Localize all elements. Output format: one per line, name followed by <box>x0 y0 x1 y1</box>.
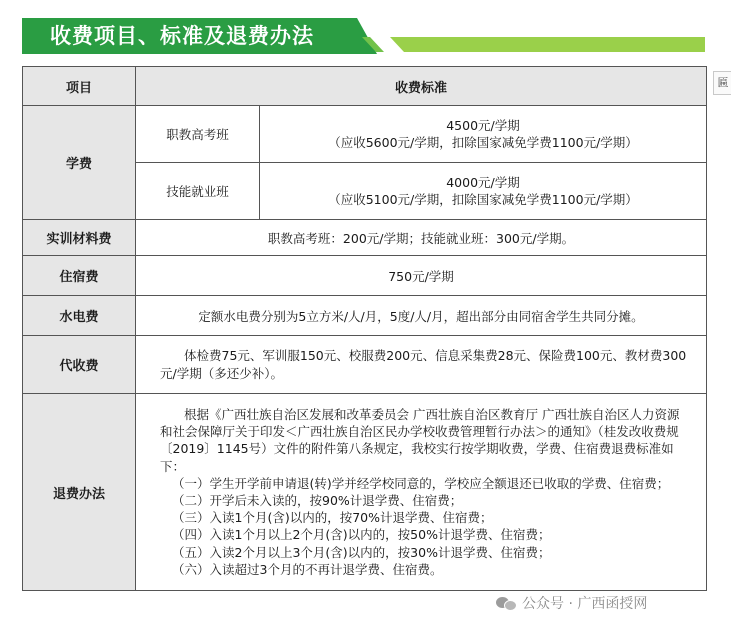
tuition-fee-cell <box>260 163 707 220</box>
refund-policy-cell <box>136 394 707 591</box>
row-label-tuition: 学费 <box>23 106 136 220</box>
refund-item: （六）入读超过3个月的不再计退学费、住宿费。 <box>172 561 443 577</box>
table-row <box>23 394 707 591</box>
refund-item: （一）学生开学前申请退(转)学并经学校同意的，学校应全额退还已收取的学费、住宿费； <box>172 475 670 491</box>
wechat-icon <box>496 595 516 611</box>
agency-fee: 体检费75元、军训服150元、校服费200元、信息采集费28元、保险费100元、教材费300元/学期（多还少补）。 <box>160 348 687 381</box>
table-row <box>23 296 707 336</box>
page-title: 收费项目、标准及退费办法 <box>50 24 314 48</box>
refund-item: （四）入读1个月以上2个月(含)以内的，按50%计退学费、住宿费； <box>172 527 551 543</box>
agency-fee-text <box>136 347 706 381</box>
agency-fee-cell <box>136 336 707 394</box>
refund-item: （三）入读1个月(含)以内的，按70%计退学费、住宿费； <box>172 510 493 526</box>
row-label-agency: 代收费 <box>23 336 136 394</box>
watermark <box>496 592 647 614</box>
utilities-fee: 定额水电费分别为5立方米/人/月，5度/人/月，超出部分由同宿舍学生共同分摊。 <box>136 296 707 336</box>
lodging-fee: 750元/学期 <box>136 256 707 296</box>
row-label-refund: 退费办法 <box>23 394 136 591</box>
col-header-item: 项目 <box>23 67 136 106</box>
row-label-lodging: 住宿费 <box>23 256 136 296</box>
table-row <box>23 106 707 163</box>
table-row <box>23 220 707 256</box>
row-label-materials: 实训材料费 <box>23 220 136 256</box>
side-tool-icon[interactable]: 匾 <box>713 71 731 95</box>
tuition-fee-cell <box>260 106 707 163</box>
refund-intro: 根据《广西壮族自治区发展和改革委员会 广西壮族自治区教育厅 广西壮族自治区人力资源和社会保障厅关于印发＜广西壮族自治区民办学校收费管理暂行办法＞的通知》（桂发改收费规〔2019〕1145号）文件的附件第八条规定，我校实行按学期收费，学费、住宿费退费标准如下： <box>160 406 680 474</box>
watermark-text: 公众号 · 广西函授网 <box>522 596 648 612</box>
col-header-standard: 收费标准 <box>136 67 707 106</box>
banner-stripe-bar <box>390 37 705 52</box>
materials-fee: 职教高考班：200元/学期；技能就业班：300元/学期。 <box>136 220 707 256</box>
row-label-utilities: 水电费 <box>23 296 136 336</box>
tuition-fee: 4000元/学期 <box>446 175 520 190</box>
table-row <box>23 256 707 296</box>
refund-policy <box>136 406 706 578</box>
table-header-row <box>23 67 707 106</box>
tuition-fee: 4500元/学期 <box>446 118 520 133</box>
refund-item: （五）入读2个月以上3个月(含)以内的，按30%计退学费、住宿费； <box>172 544 551 560</box>
section-banner <box>22 18 402 54</box>
class-name: 职教高考班 <box>136 106 260 163</box>
tuition-note: （应收5600元/学期，扣除国家减免学费1100元/学期） <box>328 135 638 150</box>
refund-item: （二）开学后未入读的，按90%计退学费、住宿费； <box>172 493 463 508</box>
fee-table <box>22 66 707 591</box>
table-row <box>23 336 707 394</box>
class-name: 技能就业班 <box>136 163 260 220</box>
tuition-note: （应收5100元/学期，扣除国家减免学费1100元/学期） <box>328 192 638 207</box>
